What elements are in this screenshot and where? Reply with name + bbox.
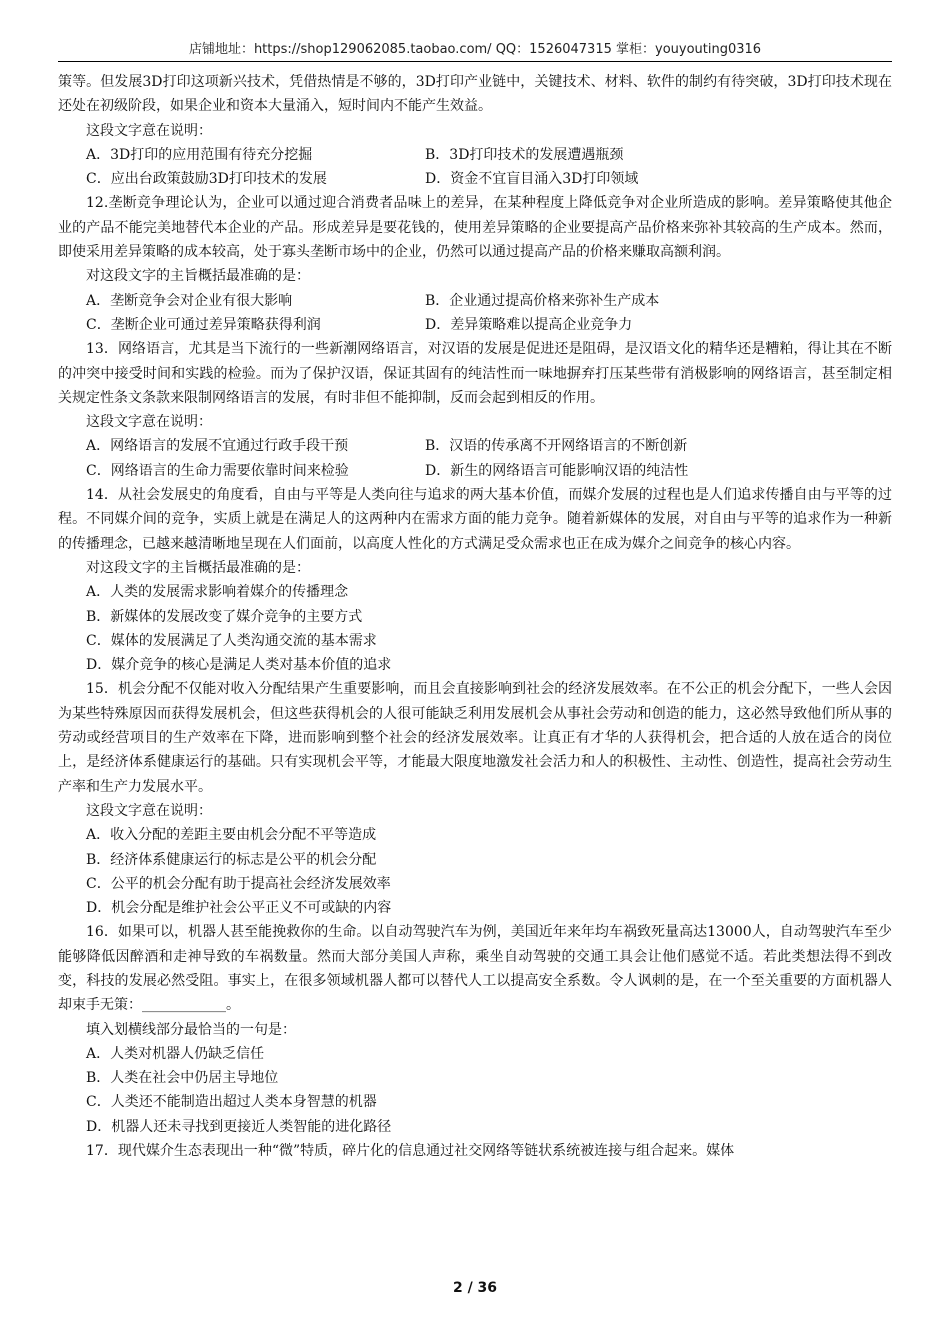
option-item: C．公平的机会分配有助于提高社会经济发展效率 [86,875,391,892]
option-right: D．资金不宜盲目涌入3D打印领域 [425,171,639,188]
option-row [58,167,892,191]
question-paragraph: 14．从社会发展史的角度看，自由与平等是人类向往与追求的两大基本价值，而媒介发展的过程也是人们追求传播自由与平等的过程。不同媒介间的竞争，实质上就是在满足人的这两种内在需求方面的能力竞争。随着新媒体的发展，对自由与平等的追求作为一种新的传播理念，已越来越清晰地呈现在人们面前，以高度人性化的方式满足受众需求也正在成为媒介之间竞争的核心内容。 [58,487,892,552]
option-right: B．企业通过提高价格来弥补生产成本 [425,292,660,309]
header-rule [58,61,892,62]
question-paragraph: 16．如果可以，机器人甚至能挽救你的生命。以自动驾驶汽车为例，美国近年来年均车祸致死量高达13000人，自动驾驶汽车至少能够降低因醉酒和走神导致的车祸数量。然而大部分美国人声称，乘坐自动驾驶的交通工具会让他们感觉不适。若此类想法得不到改变，科技的发展必然受阻。事实上，在很多领域机器人都可以替代人工以提高安全系数。令人讽刺的是，在一个至关重要的方面机器人却束手无策：____________。 [58,924,892,1014]
question-paragraph: 对这段文字的主旨概括最准确的是： [86,268,310,285]
option-item: A．人类对机器人仍缺乏信任 [86,1045,265,1062]
page-number: 2 / 36 [452,1280,498,1296]
option-row [58,289,892,313]
question-paragraph: 15．机会分配不仅能对收入分配结果产生重要影响，而且会直接影响到社会的经济发展效率。在不公正的机会分配下，一些人会因为某些特殊原因而获得发展机会，但这些获得机会的人很可能缺乏利用发展机会从事社会劳动和创造的能力，这必然导致他们所从事的劳动或经营项目的生产效率在下降，进而影响到整个社会的经济发展效率。让真正有才华的人获得机会，把合适的人放在适合的岗位上，是经济体系健康运行的基础。只有实现机会平等，才能最大限度地激发社会活力和人的积极性、主动性、创造性，提高社会劳动生产率和生产力发展水平。 [58,681,892,795]
question-paragraph: 这段文字意在说明： [86,802,212,819]
option-left: A．垄断竞争会对企业有很大影响 [86,292,293,309]
option-left: C．网络语言的生命力需要依靠时间来检验 [86,462,349,479]
option-left: C．垄断企业可通过差异策略获得利润 [86,316,321,333]
option-left: C．应出台政策鼓励3D打印技术的发展 [86,171,327,188]
option-left: A．3D打印的应用范围有待充分挖掘 [86,146,313,163]
option-row [58,459,892,483]
question-paragraph: 12.垄断竞争理论认为，企业可以通过迎合消费者品味上的差异，在某种程度上降低竞争对企业所造成的影响。差异策略使其他企业的产品不能完美地替代本企业的产品。形成差异是要花钱的，使用差异策略的企业要提高产品价格来弥补其较高的生产成本。然而，即使采用差异策略的成本较高，处于寡头垄断市场中的企业，仍然可以通过提高产品的价格来赚取高额利润。 [58,195,892,261]
paragraph: 策等。但发展3D打印这项新兴技术，凭借热情是不够的，3D打印产业链中，关键技术、材料、软件的制约有待突破，3D打印技术现在还处在初级阶段，如果企业和资本大量涌入，短时间内不能产生效益。 [58,74,892,115]
option-item: B．人类在社会中仍居主导地位 [86,1070,279,1087]
option-right: B．汉语的传承离不开网络语言的不断创新 [425,438,688,455]
option-left: A．网络语言的发展不宜通过行政手段干预 [86,438,349,455]
page-header: 店铺地址：https://shop129062085.taobao.com/ QQ：1526047315 掌柜：youyouting0316 [188,42,762,57]
option-item: D．机会分配是维护社会公平正义不可或缺的内容 [86,900,392,917]
option-item: A．人类的发展需求影响着媒介的传播理念 [86,584,349,601]
question-paragraph: 对这段文字的主旨概括最准确的是： [86,559,310,576]
option-item: C．人类还不能制造出超过人类本身智慧的机器 [86,1094,377,1111]
question-paragraph: 这段文字意在说明： [86,414,212,431]
option-item: A．收入分配的差距主要由机会分配不平等造成 [86,827,377,844]
option-row [58,143,892,167]
option-row [58,313,892,337]
option-item: C．媒体的发展满足了人类沟通交流的基本需求 [86,632,377,649]
document-body [58,70,892,1163]
option-item: D．媒介竞争的核心是满足人类对基本价值的追求 [86,657,392,674]
option-right: D．新生的网络语言可能影响汉语的纯洁性 [425,462,689,479]
option-item: D．机器人还未寻找到更接近人类智能的进化路径 [86,1118,392,1135]
option-row [58,434,892,458]
option-right: D．差异策略难以提高企业竞争力 [425,316,633,333]
question-paragraph: 这段文字意在说明： [86,122,212,139]
option-item: B．经济体系健康运行的标志是公平的机会分配 [86,851,377,868]
question-paragraph: 13．网络语言，尤其是当下流行的一些新潮网络语言，对汉语的发展是促进还是阻碍，是汉语文化的精华还是糟粕，得让其在不断的冲突中接受时间和实践的检验。而为了保护汉语，保证其固有的纯洁性而一味地摒弃打压某些带有消极影响的网络语言，甚至制定相关规定性条文条款来限制网络语言的发展，有时非但不能抑制，反而会起到相反的作用。 [58,341,892,406]
option-item: B．新媒体的发展改变了媒介竞争的主要方式 [86,608,363,625]
question-paragraph: 填入划横线部分最恰当的一句是： [86,1021,296,1038]
option-right: B．3D打印技术的发展遭遇瓶颈 [425,146,624,163]
question-paragraph: 17．现代媒介生态表现出一种“微”特质，碎片化的信息通过社交网络等链状系统被连接与组合起来。媒体 [86,1143,735,1160]
